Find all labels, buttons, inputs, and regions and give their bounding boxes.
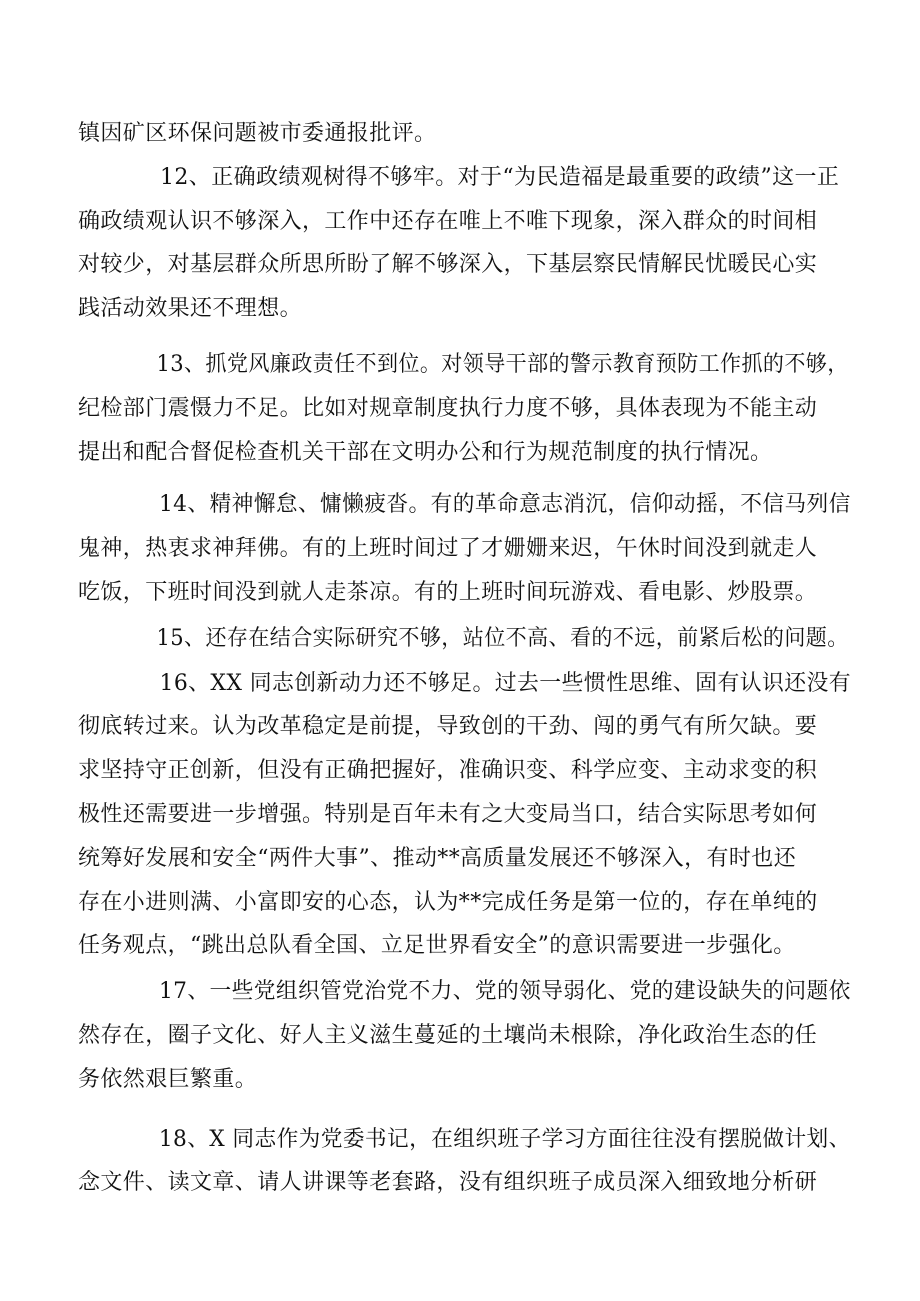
text-line: 14、精神懈怠、慵懒疲沓。有的革命意志消沉，信仰动摇，不信马列信	[158, 492, 851, 518]
text-line: 对较少，对基层群众所思所盼了解不够深入，下基层察民情解民忧暖民心实	[78, 252, 818, 278]
text-line: 任务观点，“跳出总队看全国、立足世界看安全”的意识需要进一步强化。	[78, 933, 796, 959]
text-line: 极性还需要进一步增强。特别是百年未有之大变局当口，结合实际思考如何	[78, 801, 818, 827]
text-line: 鬼神，热衷求神拜佛。有的上班时间过了才姗姗来迟，午休时间没到就走人	[78, 536, 818, 562]
text-line: 提出和配合督促检查机关干部在文明办公和行为规范制度的执行情况。	[78, 439, 773, 465]
text-line: 彻底转过来。认为改革稳定是前提，导致创的干劲、闯的勇气有所欠缺。要	[78, 714, 818, 740]
text-line: 念文件、读文章、请人讲课等老套路，没有组织班子成员深入细致地分析研	[78, 1170, 818, 1196]
paragraph-18	[78, 1118, 852, 1206]
text-line: 务依然艰巨繁重。	[78, 1066, 258, 1092]
paragraph-11-tail	[78, 112, 852, 156]
paragraph-15	[78, 617, 852, 661]
paragraph-13	[78, 343, 852, 474]
text-line: 16、XX 同志创新动力还不够足。过去一些惯性思维、固有认识还没有	[159, 670, 852, 696]
text-line: 然存在，圈子文化、好人主义滋生蔓延的土壤尚未根除，净化政治生态的任	[78, 1022, 818, 1048]
text-line: 统筹好发展和安全“两件大事”、推动**高质量发展还不够深入，有时也还	[78, 845, 797, 871]
document-page	[78, 112, 852, 1205]
text-line: 17、一些党组织管党治党不力、党的领导弱化、党的建设缺失的问题依	[158, 979, 851, 1005]
text-line: 13、抓党风廉政责任不到位。对领导干部的警示教育预防工作抓的不够，	[156, 351, 849, 377]
text-line: 吃饭，下班时间没到就人走茶凉。有的上班时间玩游戏、看电影、炒股票。	[78, 579, 818, 605]
paragraph-12	[78, 156, 852, 331]
text-line: 纪检部门震慑力不足。比如对规章制度执行力度不够，具体表现为不能主动	[78, 395, 818, 421]
paragraph-17	[78, 970, 852, 1101]
text-line: 存在小进则满、小富即安的心态，认为**完成任务是第一位的，存在单纯的	[78, 889, 818, 915]
text-line: 践活动效果还不理想。	[78, 296, 303, 322]
text-line: 15、还存在结合实际研究不够，站位不高、看的不远，前紧后松的问题。	[156, 625, 849, 651]
text-line: 镇因矿区环保问题被市委通报批评。	[78, 121, 437, 146]
text-line: 确政绩观认识不够深入，工作中还存在唯上不唯下现象，深入群众的时间相	[78, 208, 818, 234]
text-line: 18、X 同志作为党委书记，在组织班子学习方面往往没有摆脱做计划、	[158, 1126, 851, 1152]
text-line: 求坚持守正创新，但没有正确把握好，准确识变、科学应变、主动求变的积	[78, 758, 818, 784]
paragraph-14	[78, 483, 852, 614]
text-line: 12、正确政绩观树得不够牢。对于“为民造福是最重要的政绩”这一正	[160, 164, 840, 190]
paragraph-16	[78, 662, 852, 969]
